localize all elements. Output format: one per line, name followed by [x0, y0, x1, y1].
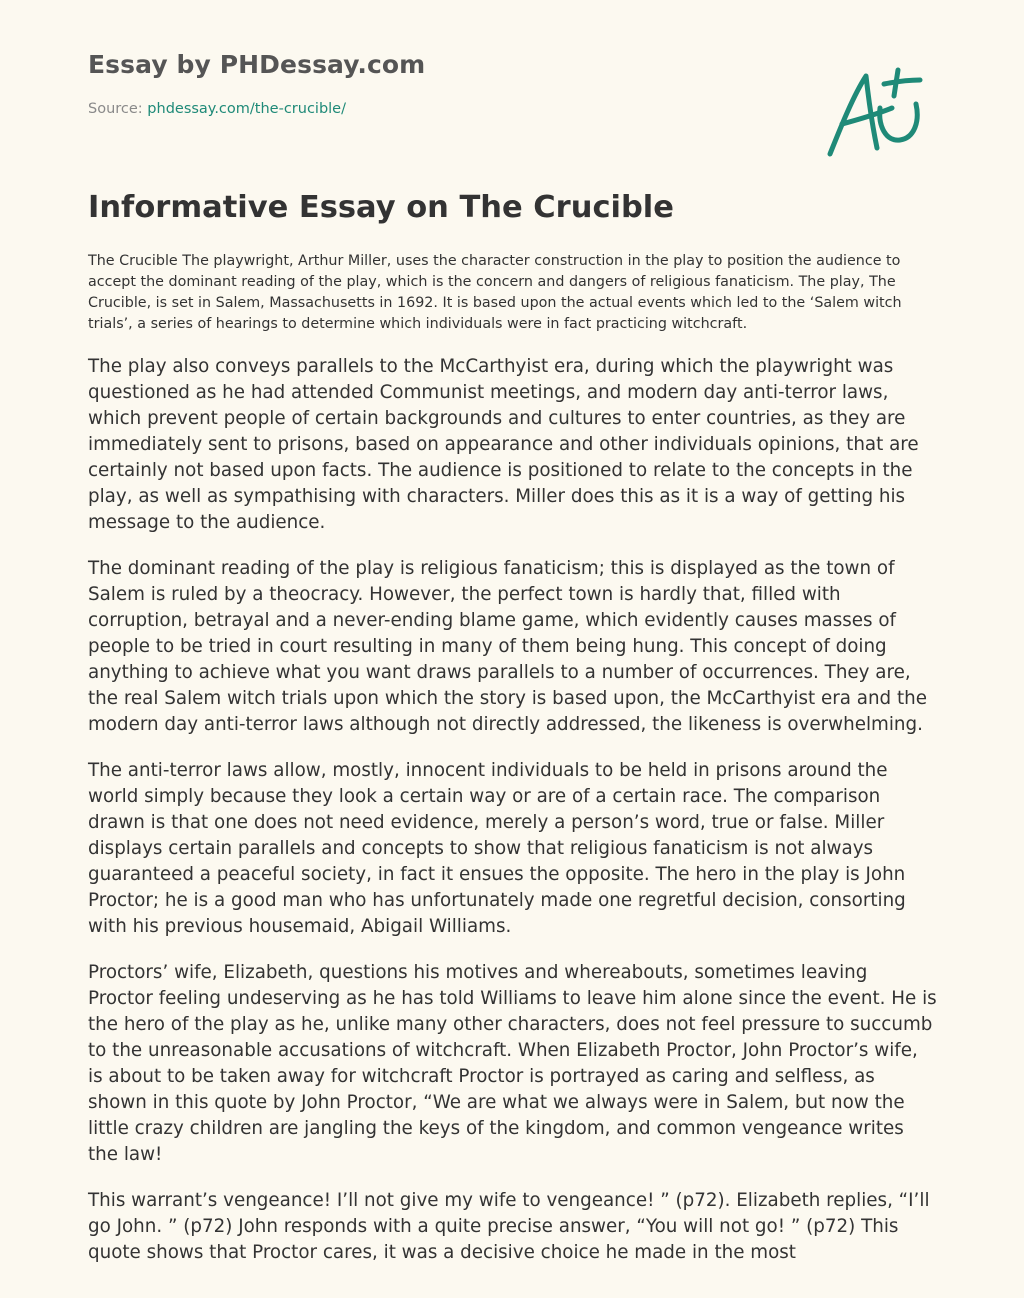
essay-paragraph: The anti-terror laws allow, mostly, innocent individuals to be held in prisons around the world simply because they look a certain way or are of a certain race. The comparison drawn is that one does not need evidence, merely a person’s word, true or false. Miller displays certain parallels and concepts to show that religious fanaticism is not always guaranteed a peaceful society, in fact it ensues the opposite. The hero in the play is John Proctor; he is a good man who has unfortunately made one regretful decision, consorting with his previous housemaid, Abigail Williams.: [88, 760, 906, 937]
intro-paragraph: The Crucible The playwright, Arthur Miller, uses the character construction in the play to position the audience to accept the dominant reading of the play, which is the concern and dangers of religious fanaticism. The play, The Crucible, is set in Salem, Massachusetts in 1692. It is based upon the actual events which led to the ‘Salem witch trials’, a series of hearings to determine which individuals were in fact practicing witchcraft.: [88, 253, 902, 332]
essay-paragraph: The dominant reading of the play is religious fanaticism; this is displayed as the town of Salem is ruled by a theocracy. However, the perfect town is hardly that, filled with corruption, betrayal and a never-ending blame game, which evidently causes masses of people to be tried in court resulting in many of them being hung. This concept of doing anything to achieve what you want draws parallels to a number of occurrences. They are, the real Salem witch trials upon which the story is based upon, the McCarthyist era and the modern day anti-terror laws although not directly addressed, the likeness is overwhelming.: [88, 558, 927, 735]
source-line: [88, 101, 346, 117]
a-plus-logo-svg: [820, 64, 932, 164]
site-title: Essay by PHDessay.com: [88, 50, 426, 79]
essay-paragraph: Proctors’ wife, Elizabeth, questions his motives and whereabouts, sometimes leaving Proctor feeling undeserving as he has told Williams to leave him alone since the event. He is the hero of the play as he, unlike many other characters, does not feel pressure to succumb to the unreasonable accusations of witchcraft. When Elizabeth Proctor, John Proctor’s wife, is about to be taken away for witchcraft Proctor is portrayed as caring and selfless, as shown in this quote by John Proctor, “We are what we always were in Salem, but now the little crazy children are jangling the keys of the kingdom, and common vengeance writes the law!: [88, 962, 937, 1165]
source-label: Source:: [88, 101, 148, 117]
a-plus-logo-icon: [820, 64, 932, 164]
essay-title: Informative Essay on The Crucible: [88, 190, 674, 225]
essay-body: [88, 354, 938, 1286]
essay-paragraph: This warrant’s vengeance! I’ll not give my wife to vengeance! ” (p72). Elizabeth replies, “I’ll go John. ” (p72) John responds with a quite precise answer, “You will not go! ” (p72) This quote shows that Proctor cares, it was a decisive choice he made in the most: [88, 1190, 930, 1263]
source-link[interactable]: phdessay.com/the-crucible/: [147, 101, 346, 117]
essay-paragraph: The play also conveys parallels to the McCarthyist era, during which the playwright was questioned as he had attended Communist meetings, and modern day anti-terror laws, which prevent people of certain backgrounds and cultures to enter countries, as they are immediately sent to prisons, based on appearance and other individuals opinions, that are certainly not based upon facts. The audience is positioned to relate to the concepts in the play, as well as sympathising with characters. Miller does this as it is a way of getting his message to the audience.: [88, 356, 919, 533]
